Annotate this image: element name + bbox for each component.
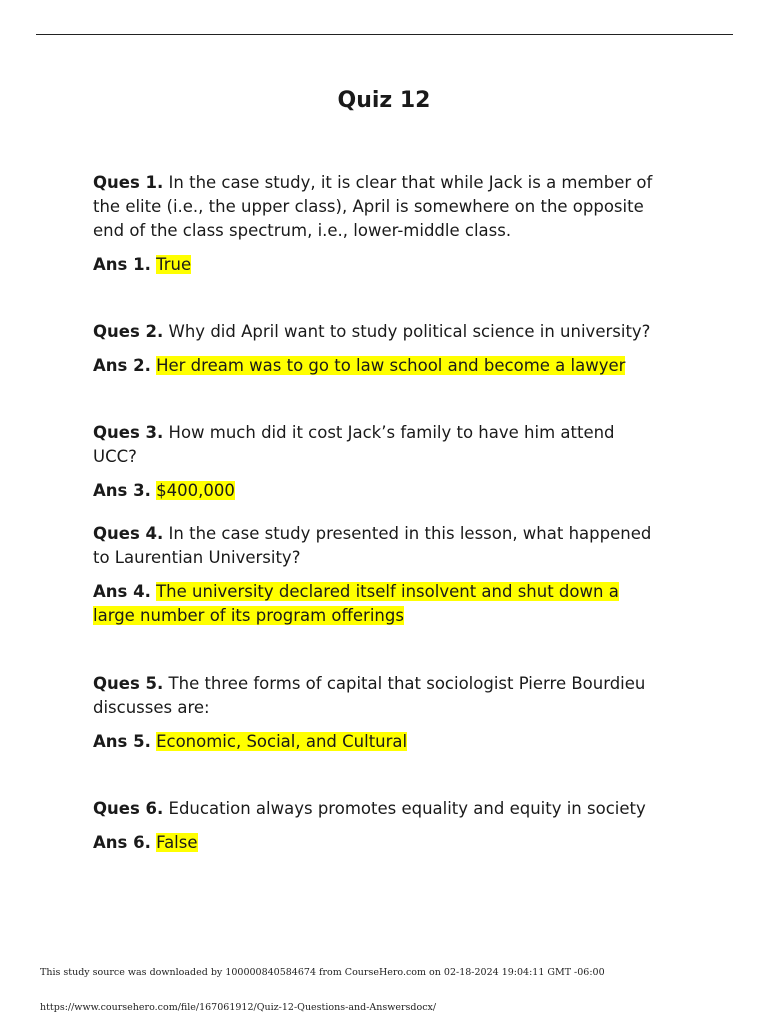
question-text: In the case study, it is clear that while Jack is a member of the elite (i.e., the upper class), April is somewhere on the opposite end of the class spectrum, i.e., lower-middle class.	[93, 173, 653, 240]
question-4	[93, 522, 663, 570]
answer-2	[93, 354, 663, 378]
question-label: Ques 1.	[93, 173, 164, 192]
question-3	[93, 421, 663, 469]
answer-label: Ans 4.	[93, 582, 151, 601]
answer-text: The university declared itself insolvent and shut down a large number of its program offerings	[93, 582, 619, 625]
question-label: Ques 3.	[93, 423, 164, 442]
answer-text: $400,000	[156, 481, 235, 500]
question-text: How much did it cost Jack’s family to have him attend UCC?	[93, 423, 615, 466]
source-url-link[interactable]: https://www.coursehero.com/file/167061912/Quiz-12-Questions-and-Answersdocx/	[40, 1002, 437, 1013]
qa-item-6	[93, 797, 663, 855]
answer-text: Economic, Social, and Cultural	[156, 732, 408, 751]
question-2	[93, 320, 663, 344]
question-text: Education always promotes equality and equity in society	[168, 799, 646, 818]
qa-item-5	[93, 672, 663, 754]
qa-item-1	[93, 171, 663, 277]
page-title: Quiz 12	[337, 88, 431, 113]
download-source-note: This study source was downloaded by 100000840584674 from CourseHero.com on 02-18-2024 19:04:11 GMT -06:00	[40, 967, 605, 978]
qa-item-4	[93, 522, 663, 628]
answer-label: Ans 3.	[93, 481, 151, 500]
answer-label: Ans 1.	[93, 255, 151, 274]
question-label: Ques 5.	[93, 674, 164, 693]
answer-4	[93, 580, 663, 628]
question-5	[93, 672, 663, 720]
question-label: Ques 2.	[93, 322, 164, 341]
qa-item-2	[93, 320, 663, 378]
question-label: Ques 6.	[93, 799, 164, 818]
answer-text: False	[156, 833, 198, 852]
qa-item-3	[93, 421, 663, 503]
question-text: Why did April want to study political science in university?	[168, 322, 651, 341]
question-text: The three forms of capital that sociologist Pierre Bourdieu discusses are:	[93, 674, 646, 717]
answer-label: Ans 5.	[93, 732, 151, 751]
answer-text: Her dream was to go to law school and become a lawyer	[156, 356, 626, 375]
answer-3	[93, 479, 663, 503]
answer-label: Ans 6.	[93, 833, 151, 852]
question-1	[93, 171, 663, 243]
answer-label: Ans 2.	[93, 356, 151, 375]
question-label: Ques 4.	[93, 524, 164, 543]
question-text: In the case study presented in this lesson, what happened to Laurentian University?	[93, 524, 652, 567]
answer-1	[93, 253, 663, 277]
question-6	[93, 797, 663, 821]
top-rule	[36, 34, 733, 35]
answer-6	[93, 831, 663, 855]
answer-5	[93, 730, 663, 754]
answer-text: True	[156, 255, 192, 274]
